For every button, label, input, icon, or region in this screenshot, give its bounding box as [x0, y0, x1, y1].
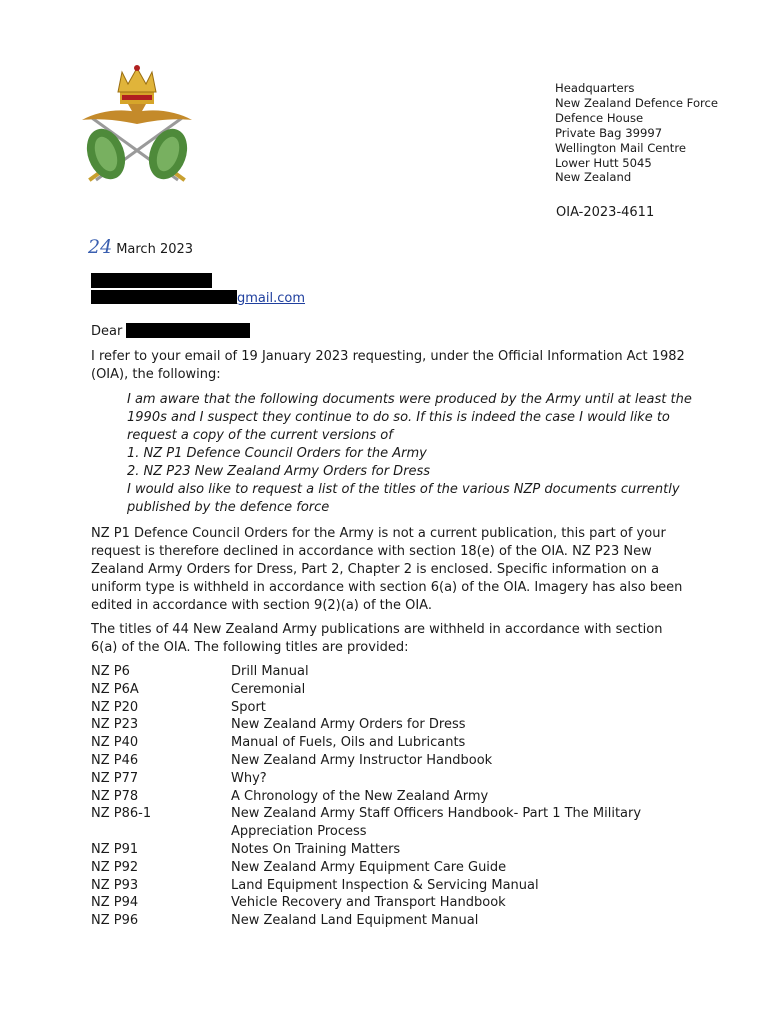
address-line: Private Bag 39997: [555, 125, 663, 140]
intro-paragraph: I refer to your email of 19 January 2023 requesting, under the Official Information Act 1982 (OIA), the following:: [91, 349, 685, 382]
publication-code: NZ P86-1: [91, 806, 152, 822]
list-item: [91, 681, 651, 699]
list-item: [91, 805, 651, 841]
publication-code: NZ P91: [91, 841, 139, 857]
publication-code: NZ P94: [91, 895, 139, 911]
quote-line: published by the defence force: [127, 500, 330, 515]
publication-code: NZ P93: [91, 877, 139, 893]
publication-code: NZ P20: [91, 699, 139, 715]
quote-line: I am aware that the following documents were produced by the Army until at least the: [127, 392, 692, 407]
publication-code: NZ P6A: [91, 681, 139, 697]
address-line: Defence House: [555, 110, 644, 125]
nzdf-crest-logo: [78, 62, 196, 190]
publication-title: Why?: [231, 770, 267, 786]
redaction-bar: [126, 323, 250, 338]
publication-code: NZ P40: [91, 735, 139, 751]
reference-number: OIA-2023-4611: [556, 205, 655, 220]
publication-code: NZ P77: [91, 770, 139, 786]
list-item: [91, 716, 651, 734]
handwritten-day: 24: [88, 236, 113, 258]
redaction-bar: [91, 273, 212, 288]
list-item: [91, 752, 651, 770]
publication-code: NZ P23: [91, 717, 139, 733]
salutation-text: Dear: [91, 324, 123, 339]
publication-title: New Zealand Land Equipment Manual: [231, 913, 479, 929]
publication-code: NZ P6: [91, 664, 130, 679]
list-item: [91, 663, 651, 681]
list-item: [91, 699, 651, 717]
quote-line: 1. NZ P1 Defence Council Orders for the Army: [127, 446, 427, 461]
publication-title: New Zealand Army Staff Officers Handbook- Part 1 The Military Appreciation Process: [231, 806, 642, 840]
list-item: [91, 877, 651, 895]
publication-title: Drill Manual: [231, 664, 309, 679]
list-item: [91, 734, 651, 752]
titles-intro-paragraph: The titles of 44 New Zealand Army publications are withheld in accordance with section 6(a) of the OIA. The following titles are provided:: [91, 622, 663, 655]
response-paragraph: NZ P1 Defence Council Orders for the Army is not a current publication, this part of your request is therefore declined in accordance with section 18(e) of the OIA. NZ P23 New Zealand Army Orders for Dress, Part 2, Chapter 2 is enclosed. Specific information on a uniform type is withheld in accordance with section 6(a) of the OIA. Imagery has also been edited in accordance with section 9(2)(a) of the OIA.: [91, 526, 683, 613]
publications-list: [91, 663, 651, 930]
publication-title: New Zealand Army Equipment Care Guide: [231, 859, 507, 875]
address-line: Headquarters: [555, 81, 635, 95]
publication-title: New Zealand Army Instructor Handbook: [231, 752, 493, 768]
list-item: [91, 859, 651, 877]
email-domain: gmail.com: [237, 291, 306, 306]
address-line: New Zealand Defence Force: [555, 95, 719, 110]
list-item: [91, 894, 651, 912]
publication-title: Manual of Fuels, Oils and Lubricants: [231, 735, 466, 751]
publication-title: Sport: [231, 699, 266, 715]
publication-title: Vehicle Recovery and Transport Handbook: [231, 895, 506, 911]
publication-title: Notes On Training Matters: [231, 841, 401, 857]
date-month-year: March 2023: [116, 242, 194, 257]
publication-code: NZ P78: [91, 788, 139, 804]
address-line: Lower Hutt 5045: [555, 155, 652, 170]
quoted-request: [127, 391, 692, 517]
salutation: [91, 323, 250, 339]
publication-title: A Chronology of the New Zealand Army: [231, 788, 489, 804]
quote-line: I would also like to request a list of the titles of the various NZP documents currently: [127, 482, 680, 497]
quote-line: request a copy of the current versions of: [127, 428, 393, 443]
recipient-email: [91, 290, 305, 306]
quote-line: 2. NZ P23 New Zealand Army Orders for Dress: [127, 464, 431, 479]
list-item: [91, 912, 651, 930]
list-item: [91, 770, 651, 788]
publication-title: Ceremonial: [231, 681, 306, 697]
publication-code: NZ P46: [91, 752, 139, 768]
address-line: New Zealand: [555, 170, 632, 185]
letter-date: [88, 236, 193, 258]
list-item: [91, 788, 651, 806]
publication-title: Land Equipment Inspection & Servicing Manual: [231, 877, 539, 893]
address-line: Wellington Mail Centre: [555, 140, 686, 155]
publication-title: New Zealand Army Orders for Dress: [231, 717, 466, 733]
list-item: [91, 841, 651, 859]
redaction-bar: [91, 290, 237, 304]
publication-code: NZ P92: [91, 859, 139, 875]
sender-address: [555, 81, 718, 185]
publication-code: NZ P96: [91, 913, 139, 929]
quote-line: 1990s and I suspect they continue to do so. If this is indeed the case I would like to: [127, 410, 670, 425]
